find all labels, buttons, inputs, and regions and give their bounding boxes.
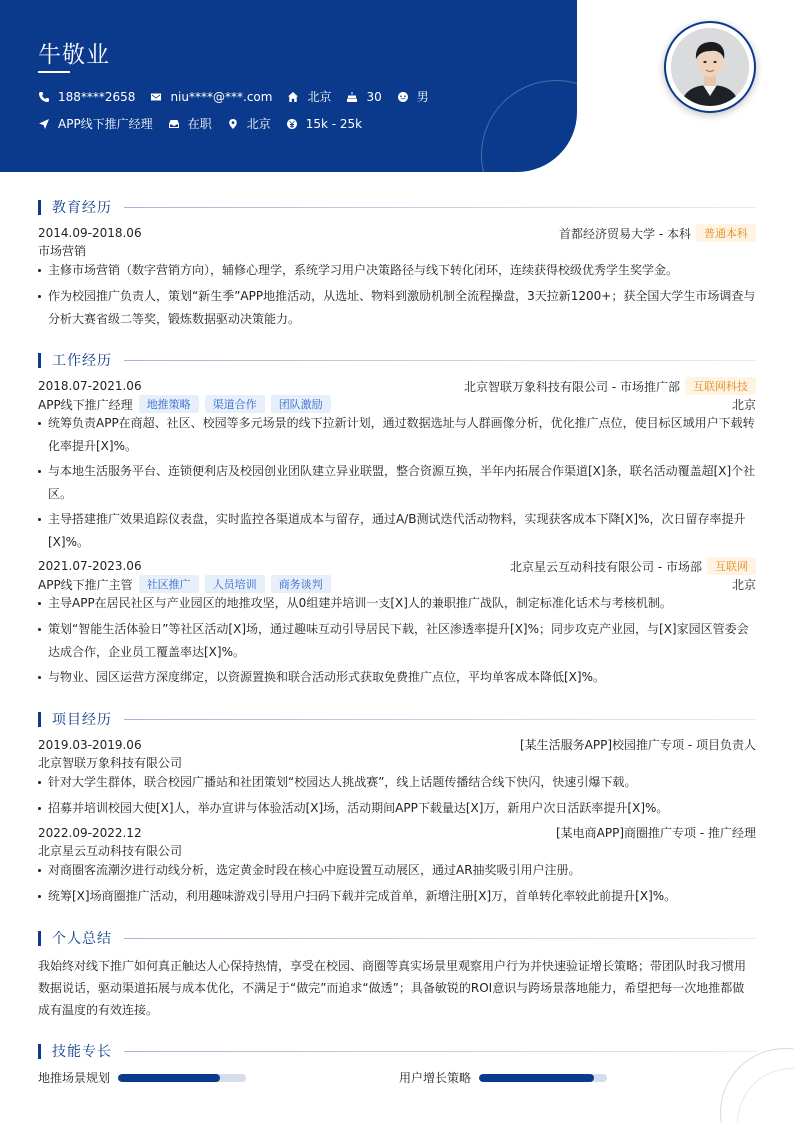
education-bullet: 作为校园推广负责人，策划“新生季”APP地推活动，从选址、物料到激励机制全流程操盘，3天拉新1200+；获全国大学生市场调查与分析大赛省级二等奖，锻炼数据驱动决策能力。	[38, 285, 756, 331]
project-company-row	[38, 754, 756, 771]
cake-icon	[346, 91, 358, 103]
work-skill-tag: 渠道合作	[205, 395, 265, 413]
header-banner	[0, 0, 577, 172]
section-marker	[38, 1044, 41, 1059]
section-marker	[38, 200, 41, 215]
candidate-name: 牛敬业	[38, 42, 110, 68]
email-text: niu****@***.com	[170, 89, 273, 104]
education-school: 首都经济贸易大学 - 本科	[559, 226, 691, 241]
mail-icon	[150, 91, 162, 103]
send-icon	[38, 118, 50, 130]
work-row	[38, 377, 756, 395]
work-title: APP线下推广主管	[38, 577, 133, 592]
skill-level-fill	[479, 1074, 594, 1082]
work-company-group	[510, 557, 756, 575]
project-row	[38, 824, 756, 841]
education-major-row	[38, 242, 756, 259]
phone-text: 188****2658	[58, 89, 136, 104]
avatar-portrait	[671, 28, 749, 106]
section-marker	[38, 712, 41, 727]
section-title-education: 教育经历	[52, 200, 112, 216]
project-bullet: 针对大学生群体，联合校园广播站和社团策划“校园达人挑战赛”，线上话题传播结合线下快闪，快速引爆下载。	[38, 771, 756, 794]
section-title-work: 工作经历	[52, 353, 112, 369]
work-bullet: 主导APP在居民社区与产业园区的地推攻坚，从0组建并培训一支[X]人的兼职推广战队，制定标准化话术与考核机制。	[38, 592, 756, 615]
work-skill-tag: 人员培训	[205, 575, 265, 593]
work-title-row	[38, 575, 756, 593]
hometown-text: 北京	[307, 90, 332, 104]
work-bullet: 主导搭建推广效果追踪仪表盘，实时监控各渠道成本与留存，通过A/B测试迭代活动物料，实现获客成本下降[X]%，次日留存率提升[X]%。	[38, 508, 756, 554]
phone-item	[38, 90, 135, 104]
section-project	[38, 709, 756, 729]
skill-item	[38, 1069, 246, 1086]
project-date: 2019.03-2019.06	[38, 737, 142, 752]
project-company-row	[38, 842, 756, 859]
currency-icon	[286, 118, 298, 130]
work-bullet: 策划“智能生活体验日”等社区活动[X]场，通过趣味互动引导居民下载，社区渗透率提升[X]%；同步攻克产业园，与[X]家园区管委会达成合作，企业员工覆盖率达[X]%。	[38, 618, 756, 664]
work-title: APP线下推广经理	[38, 397, 133, 412]
salary-text: 15k - 25k	[305, 116, 363, 131]
education-school-group	[559, 224, 756, 242]
work-skill-tag: 地推策略	[139, 395, 199, 413]
work-skill-tag: 团队激励	[271, 395, 331, 413]
project-bullet: 对商圈客流潮汐进行动线分析，选定黄金时段在核心中庭设置互动展区，通过AR抽奖吸引用户注册。	[38, 859, 756, 882]
section-divider	[124, 719, 756, 720]
work-industry-tag: 互联网科技	[685, 377, 756, 395]
section-marker	[38, 353, 41, 368]
work-industry-tag: 互联网	[707, 557, 756, 575]
section-summary	[38, 928, 756, 948]
gender-text: 男	[416, 90, 429, 104]
section-education	[38, 197, 756, 217]
project-company: 北京星云互动科技有限公司	[38, 844, 183, 858]
project-company: 北京智联万象科技有限公司	[38, 756, 183, 770]
work-city: 北京	[731, 397, 756, 412]
position-text: APP线下推广经理	[58, 117, 153, 131]
skill-level-fill	[118, 1074, 220, 1082]
education-tag: 普通本科	[696, 224, 756, 242]
phone-icon	[38, 91, 50, 103]
education-date: 2014.09-2018.06	[38, 226, 142, 240]
section-title-skills: 技能专长	[52, 1044, 112, 1060]
summary-text: 我始终对线下推广如何真正触达人心保持热情，享受在校园、商圈等真实场景里观察用户行为并快速验证增长策略；带团队时我习惯用数据说话，驱动渠道拓展与成本优化，不满足于“做完”而追求“做透”；具备敏锐的ROI意识与跨场景落地能力，希望把每一次地推都做成有温度的有效连接。	[38, 959, 747, 1017]
section-title-project: 项目经历	[52, 712, 112, 728]
work-bullet: 与物业、园区运营方深度绑定，以资源置换和联合活动形式获取免费推广点位，平均单客成本降低[X]%。	[38, 666, 756, 689]
smile-icon	[397, 91, 409, 103]
skill-name: 地推场景规划	[38, 1071, 111, 1085]
section-divider	[124, 207, 756, 208]
project-name: [某生活服务APP]校园推广专项 - 项目负责人	[519, 738, 756, 752]
skill-level-bar	[118, 1074, 246, 1082]
job-intent-row	[38, 115, 377, 132]
contact-row	[38, 88, 444, 105]
salary-item	[286, 117, 362, 131]
location-text: 北京	[246, 117, 271, 131]
work-bullet: 统筹负责APP在商超、社区、校园等多元场景的线下拉新计划，通过数据选址与人群画像分析，优化推广点位，使目标区域用户下载转化率提升[X]%。	[38, 412, 756, 458]
avatar-frame	[664, 21, 756, 113]
home-icon	[287, 91, 299, 103]
location-pin-icon	[227, 118, 239, 130]
location-item	[227, 115, 271, 132]
work-row	[38, 557, 756, 575]
work-company-group	[464, 377, 756, 395]
project-date: 2022.09-2022.12	[38, 825, 142, 840]
education-row	[38, 224, 756, 242]
education-major: 市场营销	[38, 244, 87, 258]
skill-level-bar	[479, 1074, 607, 1082]
position-item	[38, 115, 153, 132]
skill-item	[399, 1069, 607, 1086]
inbox-icon	[168, 118, 180, 130]
section-divider	[124, 360, 756, 361]
section-divider	[124, 1051, 756, 1052]
status-text: 在职	[187, 117, 212, 131]
skill-name: 用户增长策略	[399, 1071, 472, 1085]
hometown-item	[287, 88, 331, 105]
decorative-circle	[481, 80, 577, 172]
avatar	[671, 28, 749, 106]
gender-item	[397, 88, 429, 105]
work-date: 2018.07-2021.06	[38, 379, 142, 393]
project-name: [某电商APP]商圈推广专项 - 推广经理	[555, 826, 756, 840]
section-work	[38, 350, 756, 370]
age-text: 30	[366, 89, 382, 104]
work-bullet: 与本地生活服务平台、连锁便利店及校园创业团队建立异业联盟，整合资源互换，半年内拓展合作渠道[X]条，联名活动覆盖超[X]个社区。	[38, 460, 756, 506]
work-company: 北京星云互动科技有限公司 - 市场部	[510, 559, 702, 574]
age-item	[346, 90, 381, 104]
project-bullet: 招募并培训校园大使[X]人，举办宣讲与体验活动[X]场，活动期间APP下载量达[X]万，新用户次日活跃率提升[X]%。	[38, 797, 756, 820]
section-marker	[38, 931, 41, 946]
section-skills	[38, 1041, 756, 1061]
name-underline	[38, 71, 70, 73]
email-item	[150, 90, 272, 104]
education-bullet: 主修市场营销（数字营销方向），辅修心理学，系统学习用户决策路径与线下转化闭环，连续获得校级优秀学生奖学金。	[38, 259, 756, 282]
project-bullet: 统筹[X]场商圈推广活动，利用趣味游戏引导用户扫码下载并完成首单，新增注册[X]万，首单转化率较此前提升[X]%。	[38, 885, 756, 908]
work-date: 2021.07-2023.06	[38, 559, 142, 573]
section-title-summary: 个人总结	[52, 931, 112, 947]
work-skill-tag: 社区推广	[139, 575, 199, 593]
work-skill-tag: 商务谈判	[271, 575, 331, 593]
work-title-row	[38, 395, 756, 413]
work-city: 北京	[731, 577, 756, 592]
work-title-group	[38, 575, 331, 593]
project-row	[38, 736, 756, 753]
work-company: 北京智联万象科技有限公司 - 市场推广部	[464, 379, 680, 394]
status-item	[168, 115, 212, 132]
work-title-group	[38, 395, 331, 413]
section-divider	[124, 938, 756, 939]
